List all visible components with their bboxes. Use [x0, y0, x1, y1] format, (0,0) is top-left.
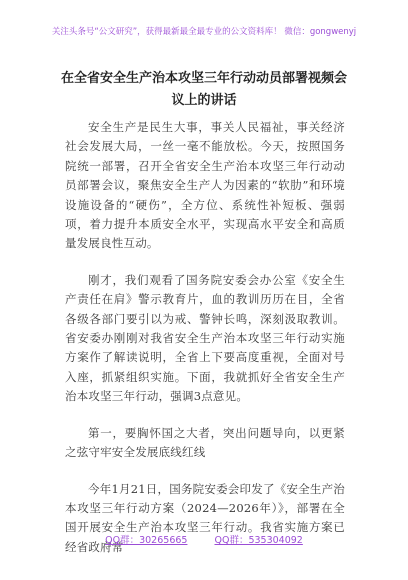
qq-group-2[interactable]: QQ群：535304092	[214, 535, 303, 546]
document-body	[65, 118, 345, 574]
paragraph-1: 安全生产是民生大事，事关人民福祉，事关经济社会发展大局，一丝一毫不能放松。今天，按照国务院统一部署，召开全省安全生产治本攻坚三年行动动员部署会议，聚焦安全生产人为因素的“软肋”和环境设施设备的“硬伤”，全方位、系统性补短板、强弱项，着力提升本质安全水平，实现高水平安全和高质量发展良性互动。	[65, 120, 345, 251]
qq-group-1[interactable]: QQ群：30265665	[105, 535, 188, 546]
paragraph-3: 第一，要胸怀国之大者，突出问题导向，以更紧之弦守牢安全发展底线红线	[65, 425, 345, 460]
paragraph-4: 今年1月21日，国务院安委会印发了《安全生产治本攻坚三年行动方案（2024—2026年）》，部署在全国开展安全生产治本攻坚三年行动。我省实施方案已经省政府常	[65, 481, 345, 554]
document-title: 在全省安全生产治本攻坚三年行动动员部署视频会议上的讲话	[60, 71, 347, 108]
footer-contacts	[0, 535, 408, 547]
header-banner: 关注头条号“公文研究”，获得最新最全最专业的公文资料库！ 微信：gongwenyj	[51, 27, 357, 37]
paragraph-2: 刚才，我们观看了国务院安委会办公室《安全生产责任在肩》警示教育片，血的教训历历在目，全省各级各部门要引以为戒、警钟长鸣，深刻汲取教训。省安委办刚刚对我省安全生产治本攻坚三年行动实施方案作了解读说明，全省上下要高度重视，全面对号入座，抓紧组织实施。下面，我就抓好全省安全生产治本攻坚三年行动，强调3点意见。	[65, 272, 345, 404]
